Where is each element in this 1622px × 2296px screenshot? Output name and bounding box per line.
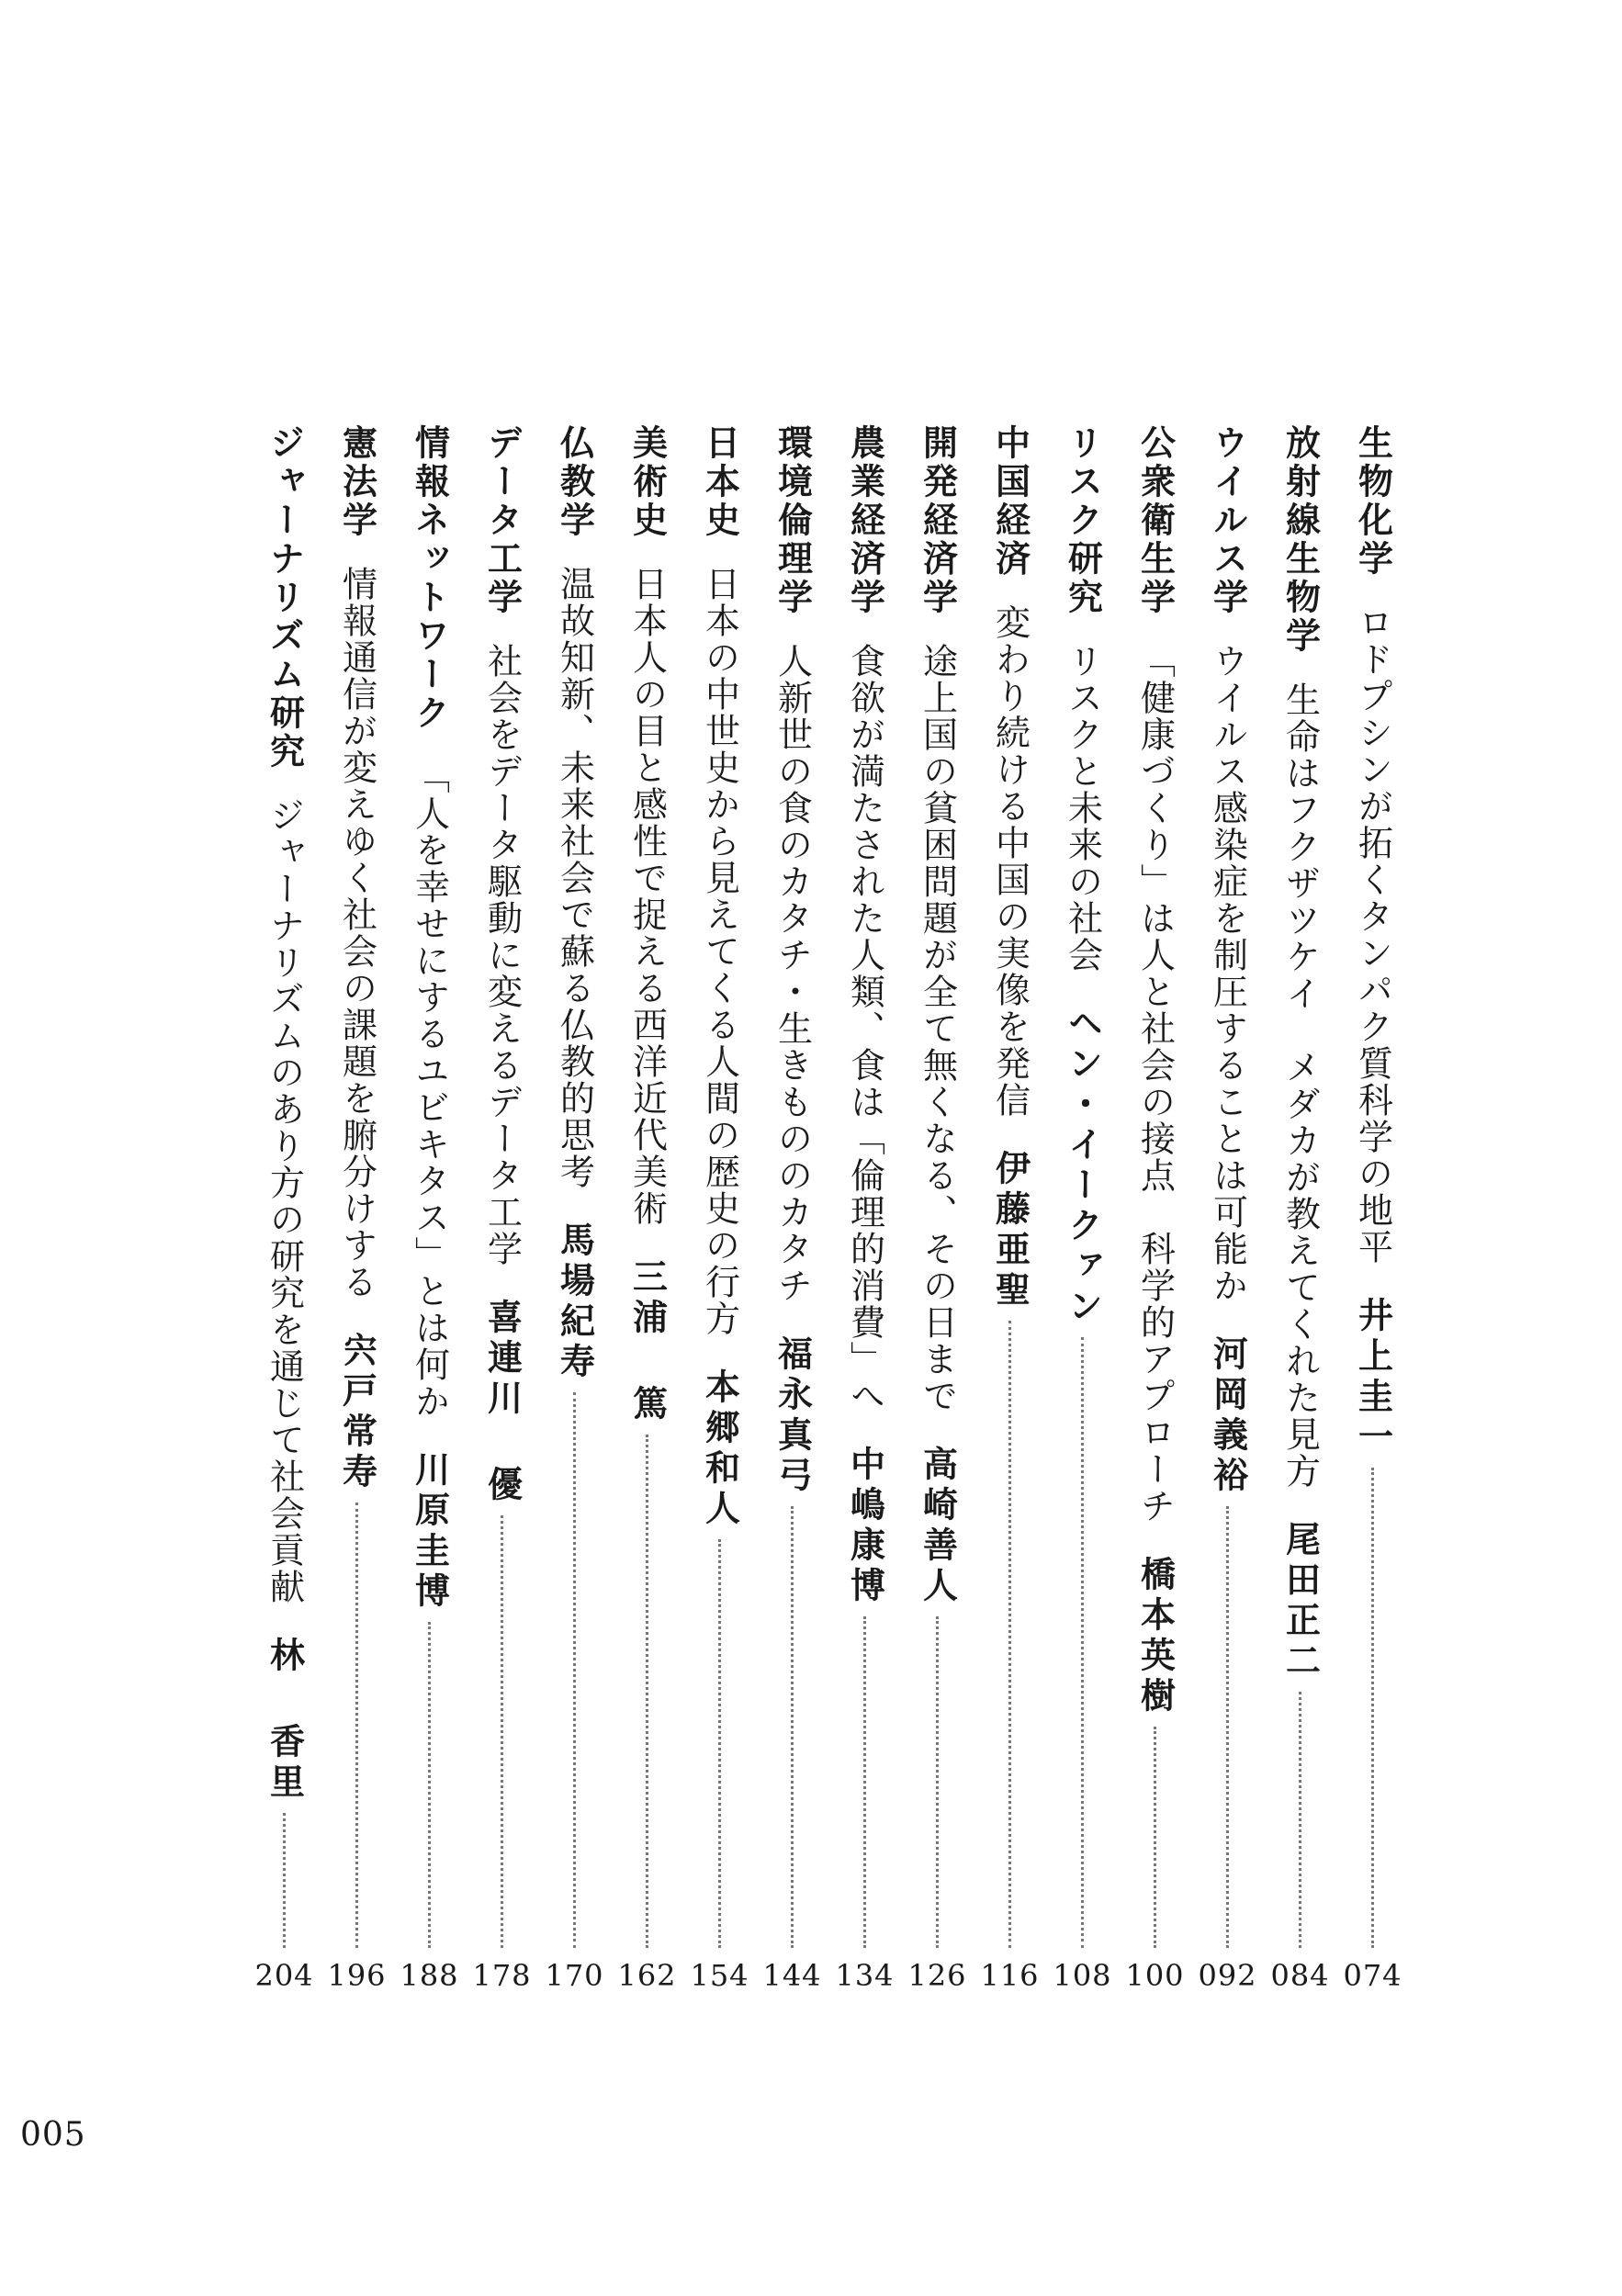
entry-page-number: 126 — [907, 1958, 967, 1993]
entry-page-number: 178 — [472, 1958, 532, 1993]
dot-leader — [1008, 1321, 1011, 1948]
entry-title: ジャーナリズムのあり方の研究を通じて社会貢献 — [264, 797, 305, 1605]
entry-title: 「健康づくり」は人と社会の接点 科学的アプローチ — [1134, 643, 1176, 1525]
entry-title: 日本の中世史から見えてくる人間の歴史の行方 — [699, 566, 740, 1337]
entry-author: 尾田正二 — [1279, 1521, 1321, 1683]
entry-title: リスクと未来の社会 — [1062, 643, 1103, 974]
entry-field: ジャーナリズム研究 — [264, 424, 305, 771]
entry-title: 生命はフクザツケイ メダカが教えてくれた見方 — [1279, 681, 1321, 1490]
toc-entry[interactable] — [683, 424, 756, 1993]
entry-title: 途上国の貧困問題が全て無くなる、その日まで — [917, 643, 958, 1414]
toc-entry[interactable] — [828, 424, 901, 1993]
entry-page-number: 092 — [1198, 1958, 1257, 1993]
toc-entry[interactable] — [393, 424, 466, 1993]
page-folio: 005 — [20, 2116, 86, 2154]
entry-title: ウイルス感染症を制圧することは可能か — [1207, 643, 1248, 1304]
entry-author: 井上圭一 — [1352, 1297, 1393, 1458]
toc-entry[interactable] — [974, 424, 1046, 1993]
dot-leader — [573, 1392, 576, 1948]
entry-field: 美術史 — [626, 424, 668, 540]
toc-entry[interactable] — [1264, 424, 1336, 1993]
toc-entry[interactable] — [1336, 424, 1409, 1993]
dot-leader — [283, 1813, 286, 1948]
entry-title: 変わり続ける中国の実像を発信 — [989, 604, 1031, 1119]
entry-title: 人新世の食のカタチ・生きもののカタチ — [772, 643, 813, 1304]
entry-page-number: 162 — [617, 1958, 677, 1993]
entry-page-number: 084 — [1270, 1958, 1330, 1993]
dot-leader — [791, 1506, 794, 1948]
dot-leader — [355, 1503, 358, 1948]
toc-entry[interactable] — [321, 424, 393, 1993]
entry-page-number: 144 — [762, 1958, 822, 1993]
entry-field: 環境倫理学 — [772, 424, 813, 617]
entry-page-number: 108 — [1053, 1958, 1112, 1993]
entry-field: 放射線生物学 — [1279, 424, 1321, 656]
toc-entry[interactable] — [611, 424, 683, 1993]
entry-field: 生物化学 — [1352, 424, 1393, 579]
dot-leader — [646, 1435, 648, 1948]
dot-leader — [936, 1616, 939, 1948]
entry-field: データ工学 — [481, 424, 523, 617]
entry-page-number: 154 — [690, 1958, 749, 1993]
toc-entry[interactable] — [248, 424, 321, 1993]
entry-page-number: 100 — [1125, 1958, 1185, 1993]
dot-leader — [501, 1515, 503, 1948]
dot-leader — [863, 1616, 866, 1948]
entry-field: 仏教学 — [554, 424, 595, 540]
entry-page-number: 134 — [835, 1958, 895, 1993]
entry-title: 日本人の目と感性で捉える西洋近代美術 — [626, 566, 668, 1227]
entry-author: 中嶋康博 — [844, 1446, 885, 1607]
entry-author: 伊藤亜聖 — [989, 1150, 1031, 1311]
dot-leader — [428, 1622, 431, 1948]
entry-author: 喜連川 優 — [481, 1299, 523, 1506]
entry-field: 中国経済 — [989, 424, 1031, 579]
toc-entry[interactable] — [538, 424, 611, 1993]
entry-author: 本郷和人 — [699, 1368, 740, 1530]
entry-title: 「人を幸せにするユビキタス」とは何か — [409, 759, 450, 1420]
entry-title: 社会をデータ駆動に変えるデータ工学 — [481, 643, 523, 1267]
entry-author: 宍戸常寿 — [336, 1332, 377, 1493]
toc-entry[interactable] — [756, 424, 828, 1993]
entry-author: 三浦 篤 — [626, 1258, 668, 1425]
toc-entry[interactable] — [901, 424, 974, 1993]
entry-title: 食欲が満たされた人類、食は「倫理的消費」へ — [844, 643, 885, 1414]
entry-page-number: 188 — [400, 1958, 459, 1993]
entry-author: ヘン・イークァン — [1062, 1005, 1103, 1328]
dot-leader — [1371, 1468, 1374, 1948]
entry-field: 日本史 — [699, 424, 740, 540]
dot-leader — [1299, 1692, 1301, 1948]
dot-leader — [1226, 1506, 1229, 1948]
toc-entry[interactable] — [1119, 424, 1191, 1993]
entry-field: 開発経済学 — [917, 424, 958, 617]
entry-page-number: 196 — [327, 1958, 387, 1993]
dot-leader — [1154, 1727, 1156, 1948]
entry-page-number: 170 — [545, 1958, 604, 1993]
entry-field: リスク研究 — [1062, 424, 1103, 617]
entry-author: 河岡義裕 — [1207, 1335, 1248, 1497]
entry-page-number: 074 — [1343, 1958, 1402, 1993]
entry-author: 林 香里 — [264, 1637, 305, 1804]
dot-leader — [1081, 1337, 1084, 1948]
entry-title: 情報通信が変えゆく社会の課題を腑分けする — [336, 566, 377, 1300]
entry-author: 福永真弓 — [772, 1335, 813, 1497]
entry-field: 情報ネットワーク — [409, 424, 450, 733]
toc-entry[interactable] — [1046, 424, 1119, 1993]
entry-field: 憲法学 — [336, 424, 377, 540]
toc-entry[interactable] — [466, 424, 538, 1993]
entry-title: ロドプシンが拓くタンパク質科学の地平 — [1352, 604, 1393, 1266]
entry-author: 橋本英樹 — [1134, 1556, 1176, 1717]
entry-field: 農業経済学 — [844, 424, 885, 617]
entry-title: 温故知新、未来社会で蘇る仏教的思考 — [554, 566, 595, 1190]
entry-field: 公衆衛生学 — [1134, 424, 1176, 617]
entry-page-number: 204 — [254, 1958, 314, 1993]
toc-entry[interactable] — [1191, 424, 1264, 1993]
entry-author: 川原圭博 — [409, 1451, 450, 1613]
entry-field: ウイルス学 — [1207, 424, 1248, 617]
table-of-contents — [248, 424, 1409, 1993]
entry-page-number: 116 — [980, 1958, 1040, 1993]
entry-author: 馬場紀寿 — [554, 1221, 595, 1383]
dot-leader — [718, 1539, 721, 1948]
entry-author: 高崎善人 — [917, 1446, 958, 1607]
